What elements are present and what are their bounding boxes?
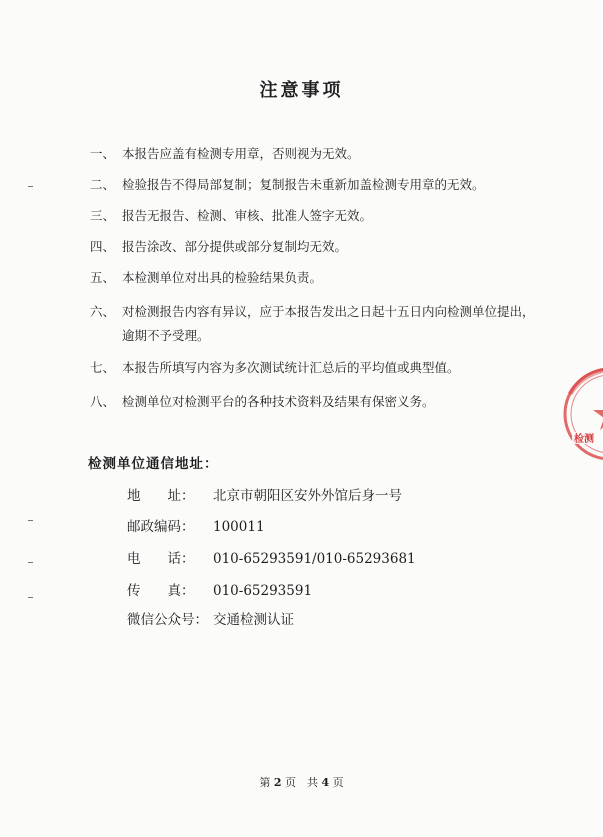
page-footer <box>0 774 603 790</box>
notice-text: 本检测单位对出具的检验结果负责。 <box>122 270 323 285</box>
contact-heading: 检测单位通信地址： <box>88 456 219 472</box>
notice-text: 本报告应盖有检测专用章，否则视为无效。 <box>122 146 360 161</box>
notice-number: 五、 <box>90 270 116 285</box>
notice-number: 三、 <box>90 208 116 223</box>
address-label: 地 址： <box>127 488 195 504</box>
footer-total-pages: 4 <box>321 776 330 789</box>
postcode-value: 100011 <box>213 519 265 535</box>
notice-text: 检验报告不得局部复制；复制报告未重新加盖检测专用章的无效。 <box>122 177 485 192</box>
footer-page-number: 2 <box>273 776 282 789</box>
scan-mark <box>28 597 33 598</box>
phone-label: 电 话： <box>127 551 195 567</box>
notice-number: 一、 <box>90 146 116 161</box>
notice-number: 七、 <box>90 360 116 375</box>
fax-label: 传 真： <box>127 583 195 599</box>
notice-text-continued: 逾期不予受理。 <box>122 328 210 343</box>
notice-number: 二、 <box>90 177 116 192</box>
wechat-value: 交通检测认证 <box>213 612 294 628</box>
address-value: 北京市朝阳区安外外馆后身一号 <box>213 488 402 504</box>
wechat-row <box>127 608 294 628</box>
address-row <box>127 484 402 504</box>
fax-row <box>127 579 312 599</box>
fax-value: 010-65293591 <box>213 583 313 599</box>
footer-prefix: 第 <box>259 776 271 789</box>
page-title: 注意事项 <box>259 80 344 101</box>
wechat-label: 微信公众号： <box>127 612 208 628</box>
postcode-label: 邮政编码： <box>127 519 195 535</box>
notice-text: 本报告所填写内容为多次测试统计汇总后的平均值或典型值。 <box>122 360 460 375</box>
notice-text: 报告无报告、检测、审核、批准人签字无效。 <box>122 208 373 223</box>
notice-number: 四、 <box>90 239 116 254</box>
footer-middle: 页 共 <box>285 776 318 789</box>
footer-suffix: 页 <box>332 776 344 789</box>
scan-mark <box>28 186 33 187</box>
scan-mark <box>28 520 33 521</box>
notice-text: 检测单位对检测平台的各种技术资料及结果有保密义务。 <box>122 394 435 409</box>
postcode-row <box>127 515 265 535</box>
phone-row <box>127 547 416 567</box>
scan-mark <box>28 562 33 563</box>
notice-text: 报告涂改、部分提供或部分复制均无效。 <box>122 239 348 254</box>
notice-text: 对检测报告内容有异议，应于本报告发出之日起十五日内向检测单位提出， <box>122 304 535 319</box>
notice-number: 六、 <box>90 304 116 319</box>
official-seal-icon <box>560 364 603 464</box>
svg-text:检测: 检测 <box>574 434 594 445</box>
notice-number: 八、 <box>90 394 116 409</box>
phone-value: 010-65293591/010-65293681 <box>213 551 416 567</box>
